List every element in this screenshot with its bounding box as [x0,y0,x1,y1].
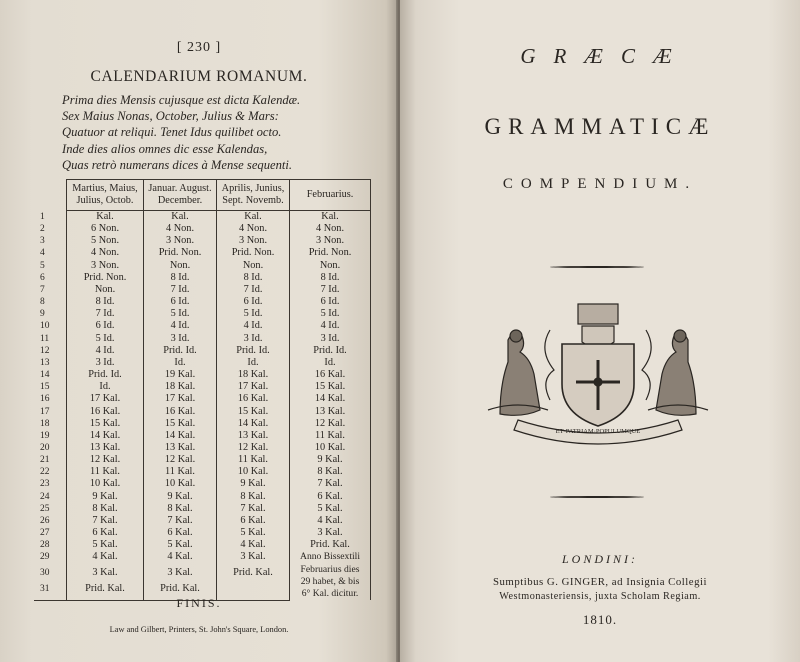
table-cell: 7 Id. [217,284,290,296]
day-number: 15 [40,382,50,393]
table-row [34,357,371,369]
table-row [34,333,371,345]
table-row [34,393,371,405]
table-cell: 16 Kal. [144,406,217,418]
ornamental-rule [550,496,644,498]
table-row [34,527,371,539]
table-cell: 9 Kal. [144,491,217,503]
table-cell: 7 Id. [290,284,371,296]
title-line-2: GRAMMATICÆ [484,114,716,139]
table-cell: 7 Kal. [217,503,290,515]
table-cell: 6 Kal. [290,491,371,503]
publisher-line: Sumptibus G. GINGER, ad Insignia Collegii [493,576,707,588]
day-number: 16 [40,394,50,405]
table-row [34,345,371,357]
table-cell: Prid. Non. [67,272,144,284]
table-cell: Prid. Id. [290,345,371,357]
finis: FINIS. [176,596,222,610]
table-row [34,284,371,296]
table-cell: 8 Kal. [144,503,217,515]
table-cell: 6 Non. [67,223,144,235]
table-row [34,466,371,478]
table-cell: 11 Kal. [67,466,144,478]
column-header: Aprilis, Junius, Sept. Novemb. [217,180,290,211]
table-cell: 8 Id. [290,272,371,284]
table-cell: Id. [217,357,290,369]
table-cell: 6 Id. [217,296,290,308]
table-row [34,272,371,284]
column-header: Januar. August. December. [144,180,217,211]
table-cell: 9 Kal. [217,478,290,490]
table-cell: 5 Kal. [290,503,371,515]
table-cell: Non. [144,260,217,272]
table-cell: 14 Kal. [290,393,371,405]
day-number: 25 [40,503,50,514]
table-cell: 15 Kal. [290,381,371,393]
table-cell: Kal. [217,211,290,224]
day-number: 4 [40,248,45,259]
day-number: 5 [40,260,45,271]
table-cell: 6 Kal. [144,527,217,539]
table-row [34,223,371,235]
table-cell: 16 Kal. [290,369,371,381]
table-cell: Non. [290,260,371,272]
day-number: 28 [40,540,50,551]
verse-line: Quas retrò numerans dices à Mense sequenti. [62,157,293,172]
place-of-publication: LONDINI: [561,552,638,566]
left-page [0,0,398,662]
day-number: 24 [40,491,50,502]
table-cell: 14 Kal. [144,430,217,442]
right-page [400,0,800,662]
table-cell: 4 Id. [67,345,144,357]
table-cell: 3 Kal. [67,567,144,583]
table-cell: 5 Kal. [67,539,144,551]
table-cell: 7 Kal. [290,478,371,490]
day-number: 19 [40,430,50,441]
table-cell: Prid. Kal. [290,539,371,551]
table-cell: 5 Kal. [217,527,290,539]
table-cell: 16 Kal. [67,406,144,418]
table-cell: Id. [144,357,217,369]
table-row [34,247,371,259]
verse-line: Quatuor at reliqui. Tenet Idus quilibet octo. [62,125,282,140]
day-number: 11 [40,333,50,344]
day-number: 23 [40,479,50,490]
table-cell: Prid. Id. [144,345,217,357]
table-row [34,369,371,381]
table-cell: 8 Kal. [217,491,290,503]
table-cell: 18 Kal. [144,381,217,393]
table-cell: 11 Kal. [217,454,290,466]
table-cell: 15 Kal. [144,418,217,430]
table-cell: 4 Id. [217,320,290,332]
table-cell: Id. [67,381,144,393]
table-cell: Prid. Non. [217,247,290,259]
table-cell: 5 Id. [67,333,144,345]
day-number: 31 [34,583,67,600]
table-cell: 6 Kal. [217,515,290,527]
table-cell: 10 Kal. [290,442,371,454]
table-cell: 3 Kal. [290,527,371,539]
table-cell: 5 Non. [67,235,144,247]
title-line-1: GRÆCÆ [520,44,690,68]
table-cell: 4 Kal. [67,551,144,567]
table-cell: Id. [290,357,371,369]
day-number: 29 [40,552,50,563]
table-cell: 4 Kal. [144,551,217,567]
table-cell: 7 Id. [67,308,144,320]
table-row [34,491,371,503]
table-cell: 12 Kal. [67,454,144,466]
table-cell: 4 Non. [67,247,144,259]
table-cell: 12 Kal. [144,454,217,466]
leap-year-note [290,551,371,600]
table-cell: 17 Kal. [217,381,290,393]
table-header-row [34,180,371,211]
table-row [34,442,371,454]
table-cell: 16 Kal. [217,393,290,405]
day-number: 14 [40,370,50,381]
table-row [34,551,371,567]
table-row [34,308,371,320]
table-cell: 5 Id. [290,308,371,320]
table-cell: 3 Kal. [144,567,217,583]
table-cell: 14 Kal. [67,430,144,442]
table-cell: 5 Id. [217,308,290,320]
verse-line: Prima dies Mensis cujusque est dicta Kalendæ. [62,93,301,107]
day-number: 26 [40,515,50,526]
day-number: 30 [40,568,50,579]
table-cell: 7 Id. [144,284,217,296]
table-cell: 8 Kal. [67,503,144,515]
table-cell: Prid. Kal. [144,583,217,600]
table-cell: Kal. [290,211,371,224]
table-cell: 17 Kal. [67,393,144,405]
table-cell: 3 Id. [290,333,371,345]
table-cell: Kal. [144,211,217,224]
publisher-line: Westmonasteriensis, juxta Scholam Regiam. [499,591,701,602]
table-cell: Non. [67,284,144,296]
table-cell: 19 Kal. [144,369,217,381]
day-number: 22 [40,467,50,478]
table-cell: 14 Kal. [217,418,290,430]
day-number: 21 [40,455,50,466]
table-row [34,503,371,515]
table-cell: 6 Id. [67,320,144,332]
ornamental-rule [550,266,644,268]
table-cell: 4 Non. [144,223,217,235]
table-row [34,406,371,418]
table-cell: 13 Kal. [144,442,217,454]
crest-motto: ET·PATRIAM·POPULUMQUE [555,428,641,435]
table-row [34,296,371,308]
day-number: 7 [40,284,45,295]
table-cell: 12 Kal. [217,442,290,454]
table-cell: 4 Non. [217,223,290,235]
page-number: [ 230 ] [176,40,222,55]
table-cell: 5 Kal. [144,539,217,551]
table-cell: 3 Non. [290,235,371,247]
table-row [34,260,371,272]
day-number: 9 [40,309,45,320]
table-row [34,418,371,430]
table-cell: 3 Id. [144,333,217,345]
table-cell: 11 Kal. [144,466,217,478]
day-number: 2 [40,224,45,235]
table-cell: 7 Kal. [67,515,144,527]
table-cell: 4 Id. [144,320,217,332]
day-number: 1 [40,211,45,222]
table-cell: 10 Kal. [144,478,217,490]
day-number: 13 [40,357,50,368]
table-cell: Prid. Non. [144,247,217,259]
note-line: 6° Kal. dicitur. [301,587,359,599]
calendar-body [34,211,371,601]
table-cell: 3 Id. [217,333,290,345]
day-number-header [34,180,67,211]
crest-emblem [478,300,718,448]
title-line-3: COMPENDIUM. [502,176,698,192]
column-header: Martius, Maius, Julius, Octob. [67,180,144,211]
table-cell: 8 Id. [217,272,290,284]
table-row [34,539,371,551]
table-cell: 3 Non. [67,260,144,272]
table-cell: Prid. Kal. [217,567,290,583]
day-number: 20 [40,442,50,453]
table-cell: 11 Kal. [290,430,371,442]
table-cell: 12 Kal. [290,418,371,430]
publication-year: 1810. [582,612,618,627]
note-line: Anno Bissextili [300,551,360,563]
table-row [34,430,371,442]
table-cell: Prid. Id. [217,345,290,357]
note-line: Februarius dies [300,563,360,575]
table-cell: Prid. Kal. [67,583,144,600]
day-number: 17 [40,406,50,417]
table-cell: 6 Kal. [67,527,144,539]
table-cell: 3 Non. [217,235,290,247]
day-number: 6 [40,272,45,283]
table-row [34,454,371,466]
table-cell: 9 Kal. [290,454,371,466]
table-cell: 4 Non. [290,223,371,235]
table-cell: 8 Id. [144,272,217,284]
table-cell: 6 Id. [290,296,371,308]
table-cell: 15 Kal. [217,406,290,418]
table-cell: 5 Id. [144,308,217,320]
day-number: 8 [40,297,45,308]
calendar-title: CALENDARIUM ROMANUM. [90,68,308,85]
table-cell: 3 Kal. [217,551,290,567]
table-cell: Kal. [67,211,144,224]
printer-imprint: Law and Gilbert, Printers, St. John's Square, London. [109,625,289,634]
table-cell: 13 Kal. [290,406,371,418]
verse-line: Inde dies alios omnes dic esse Kalendas, [62,141,268,156]
table-row [34,478,371,490]
table-row [34,515,371,527]
table-cell: Non. [217,260,290,272]
table-row [34,381,371,393]
table-row [34,320,371,332]
table-cell: 6 Id. [144,296,217,308]
table-cell: 4 Kal. [290,515,371,527]
table-row [34,211,371,224]
day-number: 10 [40,321,50,332]
column-header: Februarius. [290,180,371,211]
table-cell: 8 Kal. [290,466,371,478]
day-number: 3 [40,236,45,247]
day-number: 27 [40,528,50,539]
table-cell: 13 Kal. [67,442,144,454]
table-cell: 7 Kal. [144,515,217,527]
table-cell: Prid. Id. [67,369,144,381]
table-cell: 13 Kal. [217,430,290,442]
note-line: 29 habet, & bis [300,575,360,587]
table-cell: 10 Kal. [217,466,290,478]
day-number: 12 [40,345,50,356]
table-cell: 17 Kal. [144,393,217,405]
verse-line: Sex Maius Nonas, October, Julius & Mars: [62,109,279,124]
table-cell: 3 Non. [144,235,217,247]
calendar-table [34,179,371,601]
table-cell: 4 Kal. [217,539,290,551]
table-cell: 10 Kal. [67,478,144,490]
verse-block [62,92,382,173]
table-cell: Prid. Non. [290,247,371,259]
table-row [34,235,371,247]
table-cell: 3 Id. [67,357,144,369]
table-cell: 8 Id. [67,296,144,308]
table-cell: 9 Kal. [67,491,144,503]
table-cell: 18 Kal. [217,369,290,381]
table-cell: 15 Kal. [67,418,144,430]
table-cell: 4 Id. [290,320,371,332]
day-number: 18 [40,418,50,429]
